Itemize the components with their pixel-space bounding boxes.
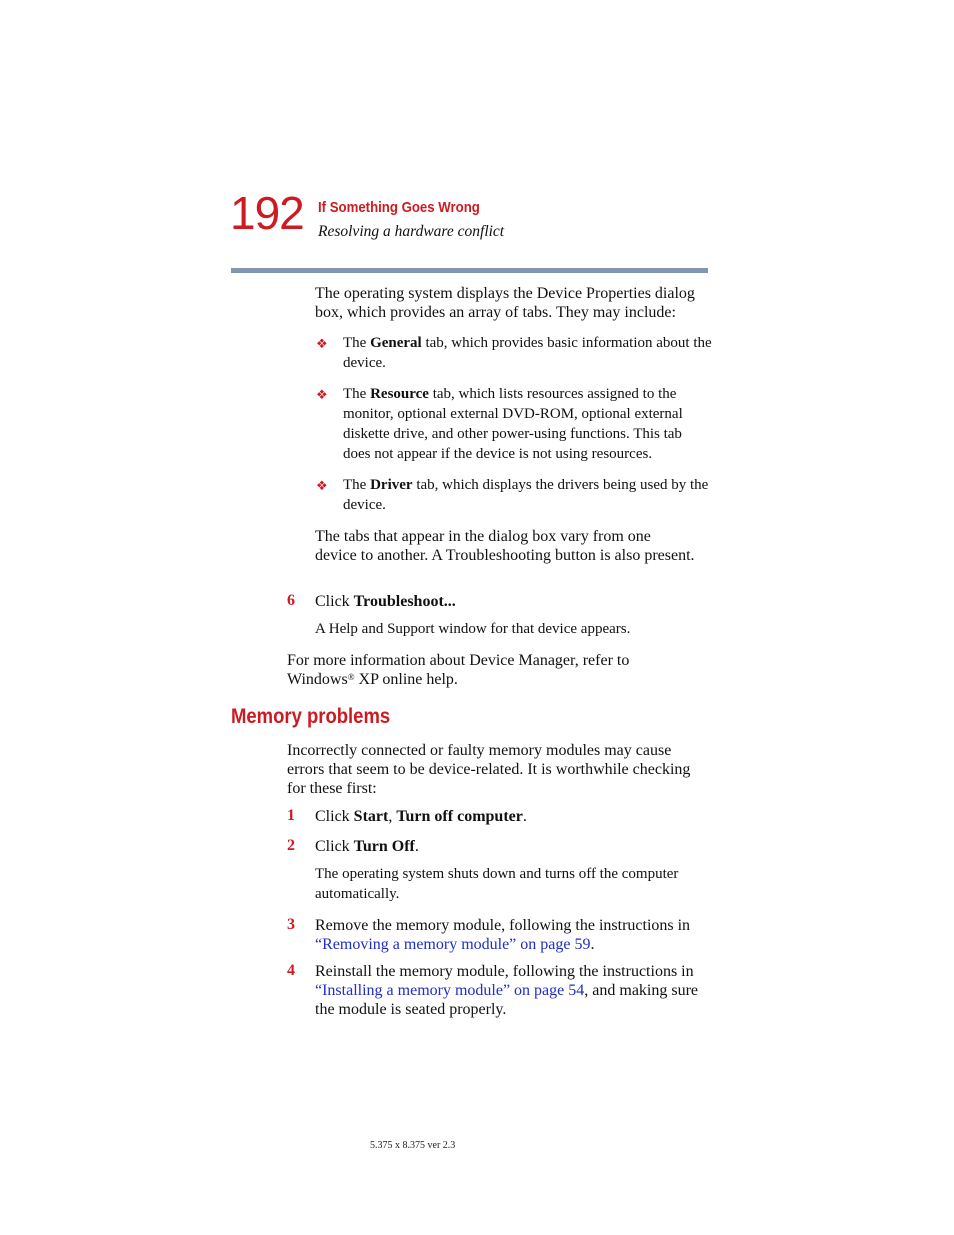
page-number: 192 — [230, 187, 304, 239]
chapter-title: If Something Goes Wrong — [318, 199, 480, 216]
header-rule — [231, 268, 708, 273]
bullet-driver: The Driver tab, which displays the drivers being used by the device. — [343, 477, 709, 513]
step-number: 2 — [287, 837, 295, 854]
diamond-bullet-icon: ❖ — [316, 387, 328, 402]
step-6: Click Troubleshoot... — [315, 593, 456, 610]
diamond-bullet-icon: ❖ — [316, 478, 328, 493]
page-footer: 5.375 x 8.375 ver 2.3 — [370, 1140, 456, 1151]
more-info-paragraph: For more information about Device Manager, refer to Windows® XP online help. — [287, 652, 630, 688]
installing-memory-module-link[interactable]: “Installing a memory module” on page 54 — [315, 982, 585, 999]
intro-paragraph: The operating system displays the Device Properties dialog box, which provides an array of tabs. They may include: — [315, 285, 695, 321]
bullet-general: The General tab, which provides basic information about the device. — [343, 335, 712, 371]
bullet-resource: The Resource tab, which lists resources assigned to the monitor, optional external DVD-ROM, optional external diskette drive, and other power-using functions. This tab does not appear if the device is not using resources. — [343, 386, 683, 462]
step-number: 1 — [287, 807, 295, 824]
step-6-result: A Help and Support window for that device appears. — [315, 621, 631, 637]
step-4: Reinstall the memory module, following the instructions in “Installing a memory module” on page 54, and making sure the module is seated properly. — [315, 963, 699, 1018]
diamond-bullet-icon: ❖ — [316, 336, 328, 351]
step-number: 4 — [287, 962, 295, 979]
memory-intro: Incorrectly connected or faulty memory modules may cause errors that seem to be device-related. It is worthwhile checking for these first: — [287, 742, 691, 797]
tabs-note: The tabs that appear in the dialog box vary from one device to another. A Troubleshooting button is also present. — [315, 528, 695, 564]
step-2: Click Turn Off. — [315, 838, 419, 855]
step-number: 6 — [287, 592, 295, 609]
step-1: Click Start, Turn off computer. — [315, 808, 527, 825]
step-number: 3 — [287, 916, 295, 933]
removing-memory-module-link[interactable]: “Removing a memory module” on page 59 — [315, 936, 591, 953]
section-title: Resolving a hardware conflict — [318, 223, 505, 240]
section-heading: Memory problems — [231, 705, 391, 728]
step-3: Remove the memory module, following the instructions in “Removing a memory module” on page 59. — [315, 917, 691, 953]
step-2-result: The operating system shuts down and turns off the computer automatically. — [315, 866, 679, 902]
